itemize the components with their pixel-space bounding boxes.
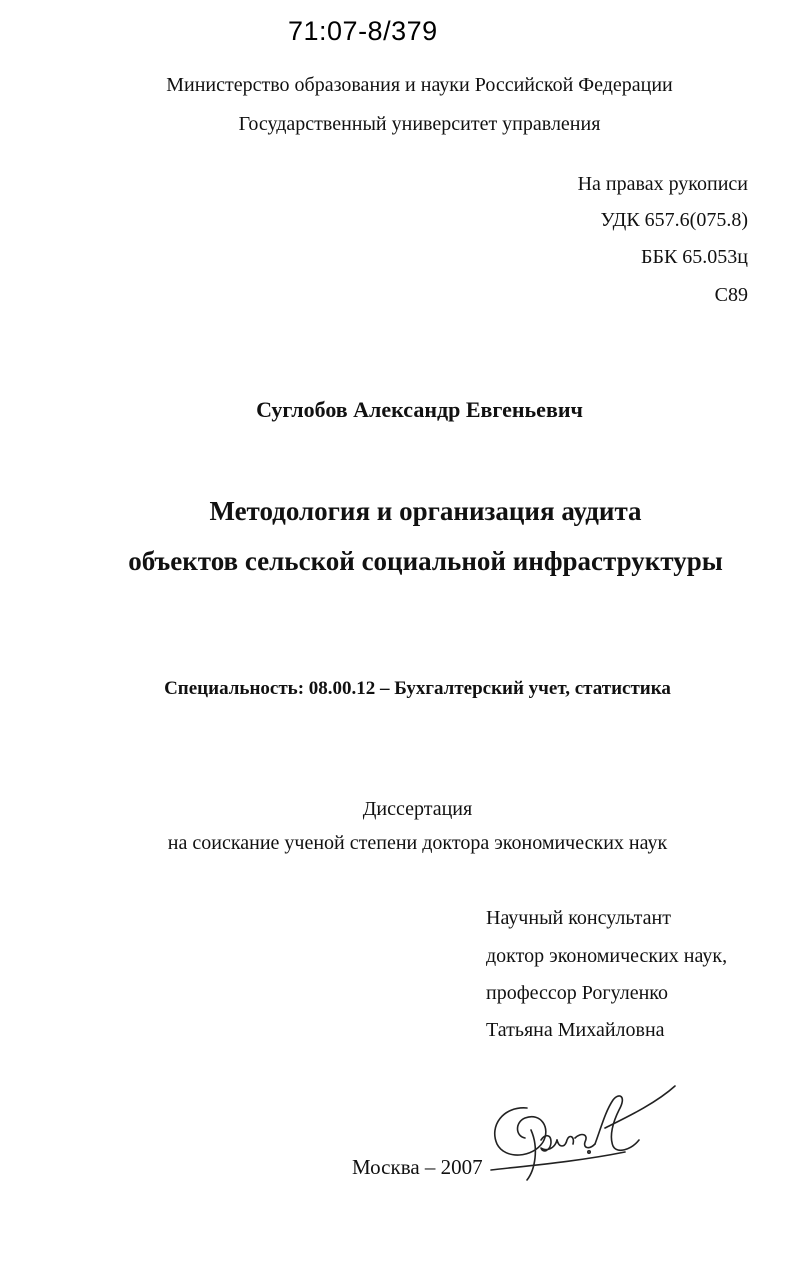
title-line-2: объектов сельской социальной инфраструктуры <box>128 546 723 576</box>
work-type: Диссертация <box>362 798 473 820</box>
title-line-1: Методология и организация аудита <box>209 496 642 526</box>
specialty: Специальность: 08.00.12 – Бухгалтерский учет, статистика <box>164 678 671 699</box>
signature-icon <box>485 1078 685 1188</box>
consultant-title: профессор Рогуленко <box>486 982 669 1004</box>
rights-notice: На правах рукописи <box>577 173 748 195</box>
place-and-year: Москва – 2007 <box>352 1155 483 1179</box>
author-mark: С89 <box>714 284 748 306</box>
degree-description: на соискание ученой степени доктора экономических наук <box>167 832 668 854</box>
archive-code: 71:07-8/379 <box>288 16 438 46</box>
university-name: Государственный университет управления <box>238 113 601 135</box>
bbk-code: ББК 65.053ц <box>640 246 748 268</box>
author-name: Суглобов Александр Евгеньевич <box>256 397 583 422</box>
consultant-degree: доктор экономических наук, <box>486 945 728 967</box>
udk-code: УДК 657.6(075.8) <box>600 209 748 231</box>
ministry-name: Министерство образования и науки Российской Федерации <box>166 74 673 96</box>
consultant-label: Научный консультант <box>486 907 671 929</box>
consultant-name: Татьяна Михайловна <box>486 1019 665 1041</box>
